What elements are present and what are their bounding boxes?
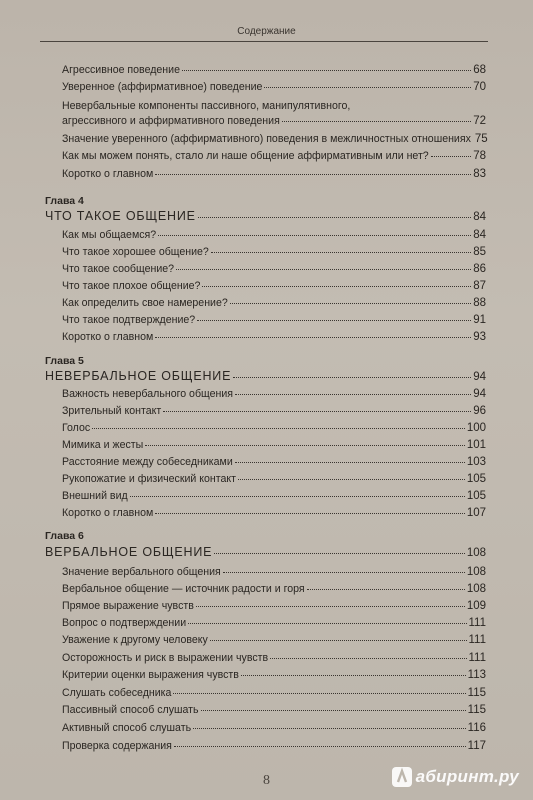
dot-leader: [241, 674, 466, 676]
toc-entry-label: Коротко о главном: [62, 507, 154, 519]
chapter-title-entry: [45, 369, 486, 383]
dot-leader: [173, 692, 465, 694]
dot-leader: [307, 588, 465, 590]
toc-entry: [62, 490, 486, 502]
dot-leader: [193, 727, 466, 729]
toc-entry-label: Рукопожатие и физический контакт: [62, 473, 236, 485]
toc-entry: [62, 388, 486, 400]
toc-entry-page: 113: [467, 669, 486, 681]
dot-leader: [211, 251, 471, 253]
dot-leader: [223, 571, 465, 573]
toc-entry-page: 111: [468, 634, 486, 646]
dot-leader: [155, 512, 465, 514]
toc-entry-page: 116: [467, 722, 486, 734]
dot-leader: [92, 427, 465, 429]
toc-entry: [62, 600, 486, 612]
toc-entry-page: 111: [468, 617, 486, 629]
toc-entry-page: 93: [473, 331, 486, 343]
toc-entry-page: 117: [467, 740, 486, 752]
toc-entry: [62, 583, 486, 595]
dot-leader: [202, 285, 471, 287]
toc-entry-label: Значение вербального общения: [62, 566, 221, 578]
toc-entry-page: 85: [473, 246, 486, 258]
toc-entry: [62, 314, 486, 326]
toc-entry-label: Невербальные компоненты пассивного, манипулятивного,: [62, 100, 351, 112]
toc-entry-label: Внешний вид: [62, 490, 128, 502]
toc-entry-page: 87: [473, 280, 486, 292]
toc-entry-label: Пассивный способ слушать: [62, 704, 199, 716]
dot-leader: [155, 173, 471, 175]
chapter-label: Глава 6: [45, 530, 84, 542]
toc-entry: [62, 422, 486, 434]
dot-leader: [431, 155, 472, 157]
toc-entry-label: Критерии оценки выражения чувств: [62, 669, 239, 681]
toc-entry-page: 108: [466, 583, 486, 595]
toc-entry: [62, 133, 486, 145]
toc-entry-page: 78: [473, 150, 486, 162]
toc-entry-label: Уважение к другому человеку: [62, 634, 208, 646]
chapter-label: Глава 4: [45, 195, 84, 207]
toc-entry: [62, 81, 486, 93]
toc-entry-page: 115: [467, 687, 486, 699]
toc-entry-label: Вопрос о подтверждении: [62, 617, 187, 629]
toc-entry-label: Расстояние между собеседниками: [62, 456, 233, 468]
toc-entry-label: Агрессивное поведение: [62, 64, 180, 76]
dot-leader: [235, 393, 471, 395]
toc-entry-label: Вербальное общение — источник радости и горя: [62, 583, 305, 595]
toc-entry: [62, 617, 486, 629]
toc-entry-label: Активный способ слушать: [62, 722, 192, 734]
toc-entry-label: Голос: [62, 422, 91, 434]
dot-leader: [196, 605, 465, 607]
toc-entry-page: 72: [473, 115, 486, 127]
toc-entry-label: Зрительный контакт: [62, 405, 162, 417]
toc-entry: [62, 740, 486, 752]
chapter-title: НЕВЕРБАЛЬНОЕ ОБЩЕНИЕ: [45, 369, 232, 383]
dot-leader: [230, 302, 471, 304]
chapter-title: ЧТО ТАКОЕ ОБЩЕНИЕ: [45, 209, 196, 223]
toc-entry: [62, 634, 486, 646]
chapter-page: 84: [473, 211, 486, 223]
toc-entry-label: Уверенное (аффирмативное) поведение: [62, 81, 263, 93]
dot-leader: [188, 622, 466, 624]
dot-leader: [264, 86, 471, 88]
toc-entry-label: Что такое плохое общение?: [62, 280, 201, 292]
toc-entry: [62, 64, 486, 76]
dot-leader: [155, 336, 471, 338]
toc-entry-label: агрессивного и аффирмативного поведения: [62, 115, 280, 127]
toc-entry-page: 75: [474, 133, 488, 145]
dot-leader: [198, 216, 471, 218]
toc-entry-page: 100: [466, 422, 486, 434]
toc-entry-page: 96: [473, 405, 486, 417]
dot-leader: [235, 461, 465, 463]
toc-entry-page: 103: [466, 456, 486, 468]
toc-entry-page: 108: [466, 566, 486, 578]
toc-entry-label: Что такое подтверждение?: [62, 314, 196, 326]
dot-leader: [210, 639, 467, 641]
toc-entry-label: Прямое выражение чувств: [62, 600, 194, 612]
toc-entry-label: Слушать собеседника: [62, 687, 172, 699]
toc-entry: [62, 439, 486, 451]
toc-entry-label: Коротко о главном: [62, 331, 154, 343]
toc-entry-line1: [62, 100, 486, 112]
toc-entry-page: 107: [466, 507, 486, 519]
toc-entry: [62, 652, 486, 664]
toc-entry: [62, 722, 486, 734]
toc-entry-page: 111: [468, 652, 486, 664]
header-rule: [40, 41, 488, 42]
toc-entry: [62, 150, 486, 162]
chapter-title: ВЕРБАЛЬНОЕ ОБЩЕНИЕ: [45, 545, 213, 559]
toc-entry: [62, 405, 486, 417]
watermark-text: абиринт.ру: [415, 767, 519, 786]
toc-entry-page: 88: [473, 297, 486, 309]
toc-entry: [62, 229, 486, 241]
toc-entry: [62, 669, 486, 681]
toc-entry: [62, 456, 486, 468]
toc-entry-label: Осторожность и риск в выражении чувств: [62, 652, 269, 664]
dot-leader: [214, 552, 465, 554]
toc-entry: [62, 507, 486, 519]
toc-entry: [62, 331, 486, 343]
toc-entry-label: Как мы общаемся?: [62, 229, 157, 241]
toc-entry: [62, 704, 486, 716]
toc-entry-page: 70: [473, 81, 486, 93]
dot-leader: [197, 319, 471, 321]
toc-entry: [62, 246, 486, 258]
toc-entry: [62, 115, 486, 127]
dot-leader: [282, 120, 471, 122]
toc-entry-label: Что такое сообщение?: [62, 263, 175, 275]
toc-entry: [62, 687, 486, 699]
toc-entry-page: 105: [466, 490, 486, 502]
dot-leader: [201, 709, 466, 711]
running-head: Содержание: [237, 26, 296, 37]
toc-entry-page: 83: [473, 168, 486, 180]
toc-entry: [62, 473, 486, 485]
toc-entry-label: Что такое хорошее общение?: [62, 246, 209, 258]
toc-entry-page: 101: [466, 439, 486, 451]
chapter-page: 94: [473, 371, 486, 383]
chapter-label: Глава 5: [45, 355, 84, 367]
dot-leader: [176, 268, 471, 270]
dot-leader: [238, 478, 465, 480]
dot-leader: [233, 376, 471, 378]
toc-entry: [62, 566, 486, 578]
dot-leader: [145, 444, 465, 446]
dot-leader: [158, 234, 471, 236]
chapter-title-entry: [45, 545, 486, 559]
toc-entry-page: 68: [473, 64, 486, 76]
toc-entry: [62, 280, 486, 292]
toc-entry-label: Проверка содержания: [62, 740, 172, 752]
toc-entry-label: Коротко о главном: [62, 168, 154, 180]
toc-entry-page: 94: [473, 388, 486, 400]
toc-entry-page: 109: [466, 600, 486, 612]
toc-entry-page: 115: [467, 704, 486, 716]
dot-leader: [182, 69, 471, 71]
toc-entry-label: Как мы можем понять, стало ли наше общение аффирмативным или нет?: [62, 150, 429, 162]
toc-entry-page: 84: [473, 229, 486, 241]
toc-entry-label: Важность невербального общения: [62, 388, 234, 400]
labirint-watermark: [391, 766, 519, 788]
dot-leader: [270, 657, 466, 659]
toc-entry: [62, 263, 486, 275]
page-number: 8: [263, 773, 270, 788]
dot-leader: [174, 745, 466, 747]
toc-entry: [62, 297, 486, 309]
chapter-title-entry: [45, 209, 486, 223]
toc-entry: [62, 168, 486, 180]
dot-leader: [130, 495, 465, 497]
toc-entry-label: Мимика и жесты: [62, 439, 144, 451]
toc-entry-label: Значение уверенного (аффирмативного) поведения в межличностных отношениях: [62, 133, 471, 145]
toc-entry-page: 91: [473, 314, 486, 326]
dot-leader: [163, 410, 471, 412]
toc-entry-page: 86: [473, 263, 486, 275]
labirint-logo-icon: [391, 766, 413, 788]
toc-entry-label: Как определить свое намерение?: [62, 297, 228, 309]
chapter-page: 108: [466, 547, 486, 559]
toc-entry-page: 105: [466, 473, 486, 485]
